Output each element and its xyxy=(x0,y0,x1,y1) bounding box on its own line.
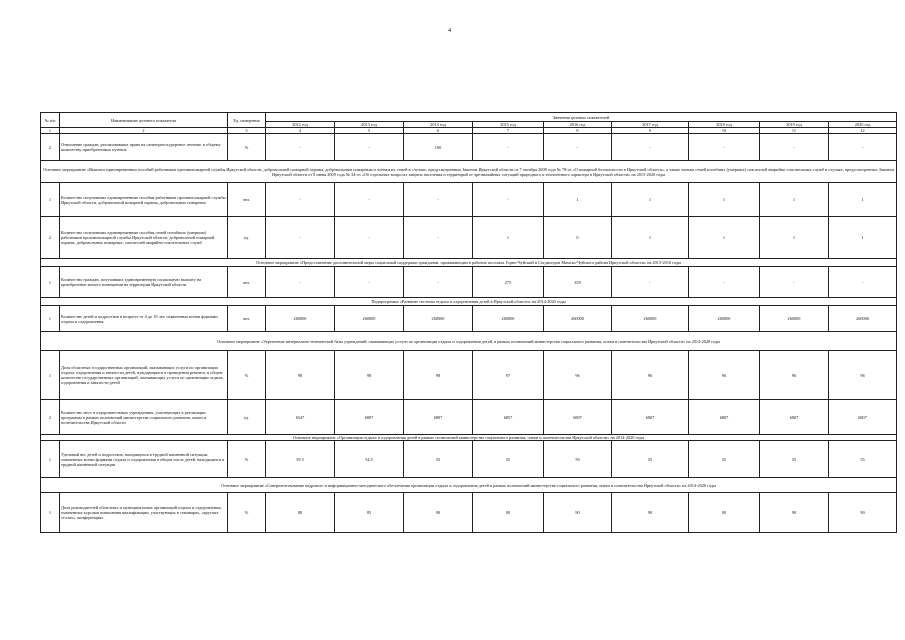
header-year: 2016 год xyxy=(544,122,612,128)
indicator-value: 359 xyxy=(544,267,612,298)
indicator-value: 1 xyxy=(689,217,760,259)
table-row xyxy=(41,134,897,161)
indicator-value: 97 xyxy=(473,351,544,400)
indicator-value: - xyxy=(473,183,544,217)
indicator-name: Доля руководителей областных и муниципальных организаций отдыха и оздоровления, охваченных курсами повышения квалификации, участвующих в семинарах, «круглых столах», конференциях xyxy=(60,493,228,533)
column-number: 6 xyxy=(404,128,473,134)
indicator-value: - xyxy=(404,267,473,298)
column-number: 10 xyxy=(689,128,760,134)
indicator-value: 6547 xyxy=(266,400,335,435)
indicator-value: 1 xyxy=(612,183,689,217)
table-row xyxy=(41,441,897,478)
indicator-value: 260000 xyxy=(689,306,760,332)
row-number: 1 xyxy=(41,351,60,400)
indicator-value: 55 xyxy=(473,441,544,478)
indicator-value: 6807 xyxy=(335,400,404,435)
table-row xyxy=(41,351,897,400)
indicator-value: 1 xyxy=(829,183,897,217)
indicator-name: Отношение граждан, реализовавших право на санаторно-курортное лечение, к общему количеству приобретенных путевок xyxy=(60,134,228,161)
indicator-value: 6807 xyxy=(404,400,473,435)
unit: % xyxy=(228,134,266,161)
indicator-name: Удельный вес детей и подростков, находящихся в трудной жизненной ситуации, охваченных всеми формами отдыха и оздоровления в общем числе детей, находящихся в трудной жизненной ситуации xyxy=(60,441,228,478)
table-row xyxy=(41,493,897,533)
header-year: 2018 год xyxy=(689,122,760,128)
section-title: Основное мероприятие «Совершенствование кадрового и информационно-методического обеспечения организации отдыха и оздоровления детей в рамках полномочий министерства социального развития, опеки и попечительства Иркутской области» на 2014-2020 годы xyxy=(41,478,897,493)
indicator-value: 260000 xyxy=(404,306,473,332)
indicator-name: Количество получивших единовременные пособия семей погибших (умерших) работников противопожарной службы Иркутской области, добровольной пожарной охраны, добровольных пожарных, спасателей аварийно-спасательных служб xyxy=(60,217,228,259)
indicator-value: 90 xyxy=(612,493,689,533)
indicator-name: Количество граждан, получивших единовременную социальную выплату на приобретение жилого помещения на территории Иркутской области xyxy=(60,267,228,298)
indicator-value: 98 xyxy=(335,351,404,400)
indicator-value: 260000 xyxy=(335,306,404,332)
unit: чел. xyxy=(228,183,266,217)
page-number: 4 xyxy=(448,28,451,34)
indicator-value: 55 xyxy=(612,441,689,478)
indicator-value: - xyxy=(266,183,335,217)
indicator-name: Количество получивших единовременные пособия работников противопожарной службы Иркутской области, добровольной пожарной охраны, добровольных пожарных xyxy=(60,183,228,217)
section-row xyxy=(41,478,897,493)
column-number: 2 xyxy=(60,128,228,134)
indicator-value: - xyxy=(829,267,897,298)
unit: ед. xyxy=(228,400,266,435)
indicator-value: - xyxy=(544,134,612,161)
indicator-value: 260000 xyxy=(266,306,335,332)
indicator-value: 275 xyxy=(473,267,544,298)
header-values: Значения целевых показателей xyxy=(266,113,897,122)
indicator-value: 80 xyxy=(266,493,335,533)
column-number: 3 xyxy=(228,128,266,134)
indicator-value: 6807 xyxy=(760,400,829,435)
indicator-value: 90 xyxy=(829,493,897,533)
indicator-value: 6807 xyxy=(612,400,689,435)
section-row xyxy=(41,259,897,267)
unit: чел. xyxy=(228,306,266,332)
column-number: 11 xyxy=(760,128,829,134)
section-title: Основное мероприятие «Предоставление дополнительной меры социальной поддержки гражданам, проживающим в рабочих поселках Горно-Чуйский и Согдиондон Мамско-Чуйского района Иркутской области» на 2015-2016 годы xyxy=(41,259,897,267)
indicator-value: 260000 xyxy=(473,306,544,332)
indicator-value: - xyxy=(335,217,404,259)
indicator-value: - xyxy=(335,183,404,217)
section-title: Основное мероприятие «Организация отдыха и оздоровления детей в рамках полномочий министерства социального развития, опеки и попечительства Иркутской области» на 2014-2020 годы xyxy=(41,435,897,441)
table-row xyxy=(41,183,897,217)
indicator-value: 98 xyxy=(404,351,473,400)
header-year: 2012 год xyxy=(266,122,335,128)
indicator-value: 260000 xyxy=(760,306,829,332)
indicator-value: 1 xyxy=(760,217,829,259)
indicator-value: 55 xyxy=(404,441,473,478)
indicator-value: 1 xyxy=(544,183,612,217)
header-year: 2020 год xyxy=(829,122,897,128)
section-row xyxy=(41,161,897,183)
indicator-value: - xyxy=(689,134,760,161)
header-year: 2019 год xyxy=(760,122,829,128)
section-title: Основное мероприятие «Выплата единовременных пособий работникам противопожарной службы Иркутской области, добровольной пожарной охраны, добровольным пожарным и членам их семей в случаях, предусмотренных Законом Иркутской области от 7 октября 2008 года № 78-оз «О пожарной безопасности в Иркутской области», а также членам семей погибших (умерших) спасателей аварийно-спасательных служб в случаях, предусмотренных Законом Иркутской области от 8 июня 2009 года № 34-оз «Об отдельных вопросах защиты населения и территорий от чрезвычайных ситуаций природного и техногенного характера в Иркутской области» на 2015-2020 годы xyxy=(41,161,897,183)
indicator-value: 59.5 xyxy=(266,441,335,478)
indicator-name: Количество мест в оздоровительных учреждениях, участвующих в реализации программы в рамках полномочий министерства социального развития, опеки и попечительства Иркутской области xyxy=(60,400,228,435)
table-row xyxy=(41,267,897,298)
indicator-name: Количество детей и подростков в возрасте от 4 до 18 лет, охваченных всеми формами отдыха и оздоровления xyxy=(60,306,228,332)
indicator-value: - xyxy=(473,134,544,161)
section-title: Подпрограмма «Развитие системы отдыха и оздоровления детей в Иркутской области» на 2014-2020 годы xyxy=(41,298,897,306)
unit: % xyxy=(228,493,266,533)
indicator-value: 1 xyxy=(760,183,829,217)
indicator-value: 96 xyxy=(689,351,760,400)
table-row xyxy=(41,306,897,332)
indicator-value: - xyxy=(404,183,473,217)
row-number: 1 xyxy=(41,306,60,332)
indicator-value: 54.5 xyxy=(335,441,404,478)
indicator-value: - xyxy=(612,267,689,298)
indicator-value: 90 xyxy=(404,493,473,533)
indicator-value: 90 xyxy=(544,493,612,533)
column-number: 4 xyxy=(266,128,335,134)
target-indicators-table xyxy=(40,112,897,533)
unit: ед. xyxy=(228,217,266,259)
table-row xyxy=(41,217,897,259)
indicator-value: - xyxy=(266,134,335,161)
row-number: 1 xyxy=(41,493,60,533)
indicator-value: 55 xyxy=(689,441,760,478)
indicator-value: 1 xyxy=(829,217,897,259)
indicator-value: 90 xyxy=(473,493,544,533)
unit: % xyxy=(228,351,266,400)
indicator-value: 260000 xyxy=(544,306,612,332)
indicator-value: 98 xyxy=(266,351,335,400)
indicator-value: 96 xyxy=(544,351,612,400)
indicator-value: 260000 xyxy=(829,306,897,332)
indicator-value: 59 xyxy=(544,441,612,478)
table-row xyxy=(41,400,897,435)
row-number: 2 xyxy=(41,400,60,435)
indicator-value: 90 xyxy=(689,493,760,533)
indicator-value: 6857 xyxy=(473,400,544,435)
section-row xyxy=(41,298,897,306)
header-num: № п/п xyxy=(41,113,60,128)
section-row xyxy=(41,332,897,351)
unit: чел. xyxy=(228,267,266,298)
column-number: 1 xyxy=(41,128,60,134)
indicator-value: - xyxy=(404,217,473,259)
indicator-value: 55 xyxy=(760,441,829,478)
column-number: 8 xyxy=(544,128,612,134)
indicator-value: - xyxy=(829,134,897,161)
header-unit: Ед. измерения xyxy=(228,113,266,128)
indicator-value: - xyxy=(760,267,829,298)
row-number: 1 xyxy=(41,267,60,298)
indicator-value: 100 xyxy=(404,134,473,161)
indicator-value: 0 xyxy=(544,217,612,259)
column-number: 5 xyxy=(335,128,404,134)
row-number: 1 xyxy=(41,441,60,478)
indicator-value: - xyxy=(335,267,404,298)
header-year: 2014 год xyxy=(404,122,473,128)
indicator-value: 96 xyxy=(612,351,689,400)
column-number: 9 xyxy=(612,128,689,134)
section-title: Основное мероприятие «Укрепление материально-технической базы учреждений, оказывающих услуги по организации отдыха и оздоровления детей, в рамках полномочий министерства социального развития, опеки и попечительства Иркутской области» на 2014-2020 годы xyxy=(41,332,897,351)
header-name: Наименование целевого показателя xyxy=(60,113,228,128)
unit: % xyxy=(228,441,266,478)
indicator-value: 1 xyxy=(473,217,544,259)
indicator-value: 55 xyxy=(829,441,897,478)
indicator-value: - xyxy=(266,267,335,298)
column-number: 12 xyxy=(829,128,897,134)
indicator-value: 85 xyxy=(335,493,404,533)
indicator-value: 1 xyxy=(612,217,689,259)
indicator-value: 260000 xyxy=(612,306,689,332)
indicator-value: - xyxy=(689,267,760,298)
indicator-value: - xyxy=(612,134,689,161)
indicator-value: 96 xyxy=(829,351,897,400)
indicator-value: 96 xyxy=(760,351,829,400)
row-number: 2 xyxy=(41,134,60,161)
header-year: 2017 год xyxy=(612,122,689,128)
column-number: 7 xyxy=(473,128,544,134)
indicator-value: 90 xyxy=(760,493,829,533)
indicator-value: 1 xyxy=(689,183,760,217)
indicator-value: 6807 xyxy=(829,400,897,435)
indicator-value: - xyxy=(335,134,404,161)
indicator-value: - xyxy=(760,134,829,161)
indicator-name: Доля областных государственных организаций, оказывающих услуги по организации отдыха, оздоровления и занятости детей, нуждающихся в проведении ремонта, в общем количестве государственных организаций, оказывающих услуги по организации отдыха, оздоровления и занятости детей xyxy=(60,351,228,400)
row-number: 2 xyxy=(41,217,60,259)
indicator-value: 6807 xyxy=(544,400,612,435)
row-number: 1 xyxy=(41,183,60,217)
header-year: 2015 год xyxy=(473,122,544,128)
indicator-value: - xyxy=(266,217,335,259)
indicator-value: 6807 xyxy=(689,400,760,435)
header-year: 2013 год xyxy=(335,122,404,128)
